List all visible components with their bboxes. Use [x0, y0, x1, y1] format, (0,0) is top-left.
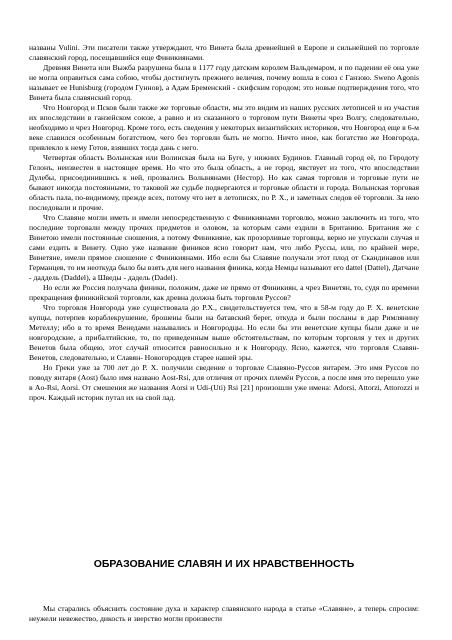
paragraph: Четвертая область Волынская или Волинская была на Буге, у нижних Будинов. Главный город её, по Геродоту Гелонъ, неизвестен в настоящее время. Но что это была область, а не город, явствует из того, что впоследствии Дулебы, присоединившись к ней, прозвались Волынянами (Нестор). Но как самая торговля и торговые пути не бывают никогда постоянными, то таковой же судьбе подвергаются и торговые области и города. Волынская торговая область пала, по-видимому, прежде всех, потому что нет в летописях, по Р. Х., и заметных следов её торговли. За нею последовали и прочие. — [29, 153, 419, 212]
paragraph: Что Славяне могли иметь и имели непосредственную с Финикиянами торговлю, можно заключить из того, что последние торговали между прочих предметов и оловом, за которым сами ездили в Британию. Британия же с Винетою имели постоянные сношения, а потому Финикияне, как прозорливые торговцы, верно не упускали случая и сами ездить в Винету. Одно уже название фиников ясно говорит нам, что либо Руссы, или, по крайней мере, Винетяне, имели прямое сношение с Финикиянами. Ибо если бы Славяне получали этот плод от Скандинавов или Германцев, то им неоткуда было бы взять для него названия финика, когда Немцы называют его dattel (Dattel), Датчане - даддель (Daddel), а Шведы - дадель (Dadel). — [29, 213, 419, 282]
paragraph: Но если же Россия получала финики, положим, даже не прямо от Финикиян, а чрез Винетян, то, судя по времени прекращения финикийской торговли, как древна должна быть торговля Руссов? — [29, 283, 419, 302]
paragraph: Мы старались объяснить состояние духа и характер славянского народа в статье «Славяне», а теперь спросим: неужели невежество, дикость и зверство могли произвести — [29, 604, 419, 623]
body-text — [29, 43, 419, 403]
paragraph: Что торговля Новгорода уже существовала до Р.Х., свидетельствуется тем, что в 58-м году до Р. Х. венетские купцы, потерпев кораблекрушение, брошены были на батавский берег, откуда и были посланы в дар Римлянину Метеллу; ибо в то время Венедами назывались и Новгородцы. Но если бы эти венетские купцы были даже и не новгородские, а прибалтийские, то, по приведенным выше обстоятельствам, по которым торговля у тех и других Венетов была общею, этот случай относится равносильно и к Новгороду. Ясно, кажется, что торговля Славян-Венетов, следовательно, и Славян- Новогородцев старее нашей эры. — [29, 303, 419, 362]
paragraph: Древняя Винета или Выжба разрушена была в 1177 году датским королем Вальдемаром, и по падении её она уже не могла оправиться сама собою, чтобы достигнуть прежнего величия, почему вошла в союз с Ганзою. Sweno Agonis называет ее Hunisburg (городом Гуннов), а Адам Бременский - скифским городом; это новые подтверждения того, что Винета была славянский город. — [29, 63, 419, 102]
section-body — [29, 604, 419, 624]
section-heading: ОБРАЗОВАНИЕ СЛАВЯН И ИХ НРАВСТВЕННОСТЬ — [93, 558, 355, 570]
paragraph: названы Vulini. Эти писатели также утверждают, что Винета была древнейшей в Европе и сильнейшей по торговле славянский город, посещавшийся еще Финикиянами. — [29, 43, 419, 62]
paragraph: Что Новгород и Псков были также же торговые области, мы это видим из наших русских летописей и из участия их впоследствии в ганзейском союзе, а равно и из сказанного о торговом пути Винеты чрез Волгу, следовательно, необходимо и чрез Новгород. Кроме того, есть сведения у некоторых византийских историков, что Новгород еще в 6-м веке славился особенным богатством, чего без торговли быть не могло. Ничто иное, как богатство же Новгорода, привлекло к нему Готов, взявших тогда дань с него. — [29, 103, 419, 152]
paragraph: Но Греки уже за 700 лет до Р. Х. получили сведение о торговле Славяно-Руссов янтарем. Это имя Руссов по поводу янтаря (Aost) было имя названо Aost-Rsi, для отличия от прочих племён Руссов, а после имя это перешло уже в Ao-Rsi, Aorsi. От смешения же названия Aorsi и Udi-(Uti) Rsi [21] произошли уже имена: Adorsi, Attorzi, Attorozzi и проч. Каждый историк путал их на свой лад. — [29, 363, 419, 402]
